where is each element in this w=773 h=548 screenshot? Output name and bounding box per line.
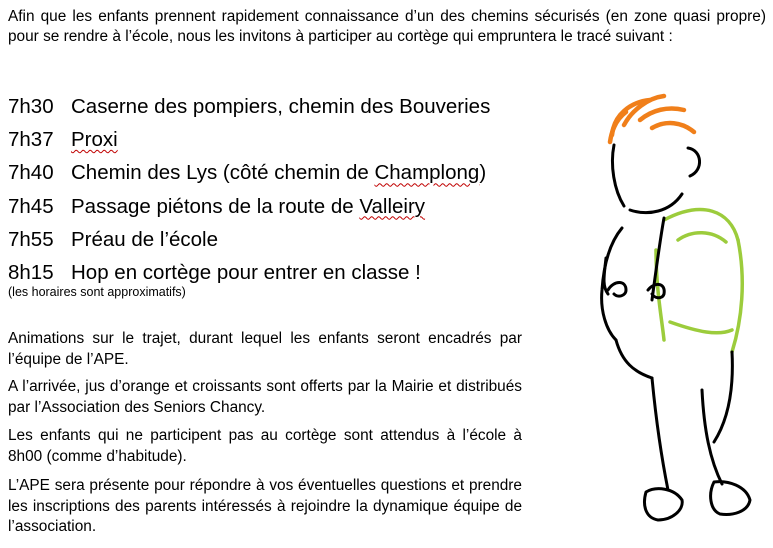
schedule-row	[8, 190, 568, 223]
torso	[616, 340, 652, 378]
paragraph-arrival: A l’arrivée, jus d’orange et croissants sont offerts par la Mairie et distribués par l’Association des Seniors Chancy.	[8, 378, 522, 416]
back-line	[714, 352, 732, 442]
paragraph-ape: L’APE sera présente pour répondre à vos éventuelles questions et prendre les inscriptions des parents intéressés à rejoindre la dynamique équipe de l’association.	[8, 477, 522, 535]
schedule-time: 7h30	[8, 95, 54, 118]
hand-left	[608, 283, 626, 297]
leg-left	[652, 378, 668, 490]
paragraph-animations: Animations sur le trajet, durant lequel les enfants seront encadrés par l’équipe de l’APE.	[8, 330, 522, 368]
shoe-right	[711, 482, 750, 515]
paragraph-non-participants: Les enfants qui ne participent pas au cortège sont attendus à l’école à 8h00 (comme d’habitude).	[8, 427, 522, 465]
schedule-time: 7h45	[8, 194, 54, 218]
neck	[630, 194, 682, 213]
schedule-place: Hop en cortège pour entrer en classe !	[71, 261, 421, 285]
schedule-time: 7h40	[8, 161, 54, 185]
schedule-row	[8, 90, 568, 123]
schedule-row	[8, 123, 568, 156]
leg-right	[702, 390, 722, 484]
schedule-time: 7h37	[8, 128, 54, 152]
ear	[688, 148, 700, 176]
face-outline	[612, 145, 624, 206]
intro-text: Afin que les enfants prennent rapidement connaissance d’un des chemins sécurisés (en zone quasi propre) pour se rendre à l’école, nous les invitons à participer au cortège qui empruntera le tracé suivant :	[8, 8, 766, 45]
schedule-list	[8, 90, 568, 289]
schedule-place-end: )	[479, 161, 487, 185]
schedule-time: 8h15	[8, 261, 54, 285]
schedule-place: Passage piétons de la route de	[71, 194, 360, 218]
schedule-place-flagged: Proxi	[71, 128, 118, 152]
schedule-place-flagged: Champlong	[374, 161, 480, 185]
schedule-place: Caserne des pompiers, chemin des Bouveries	[71, 95, 491, 118]
schedule-place-flagged: Valleiry	[359, 194, 426, 218]
hair-icon	[610, 96, 694, 142]
schedule-note: (les horaires sont approximatifs)	[8, 285, 186, 299]
backpack-icon	[656, 210, 742, 352]
schedule-row	[8, 223, 568, 256]
schedule-place: Chemin des Lys (côté chemin de	[71, 161, 375, 185]
schedule-place: Préau de l’école	[71, 227, 219, 251]
schoolchild-illustration	[552, 90, 773, 542]
schedule-row	[8, 156, 568, 189]
shoe-left	[645, 489, 683, 520]
schedule-time: 7h55	[8, 227, 54, 251]
